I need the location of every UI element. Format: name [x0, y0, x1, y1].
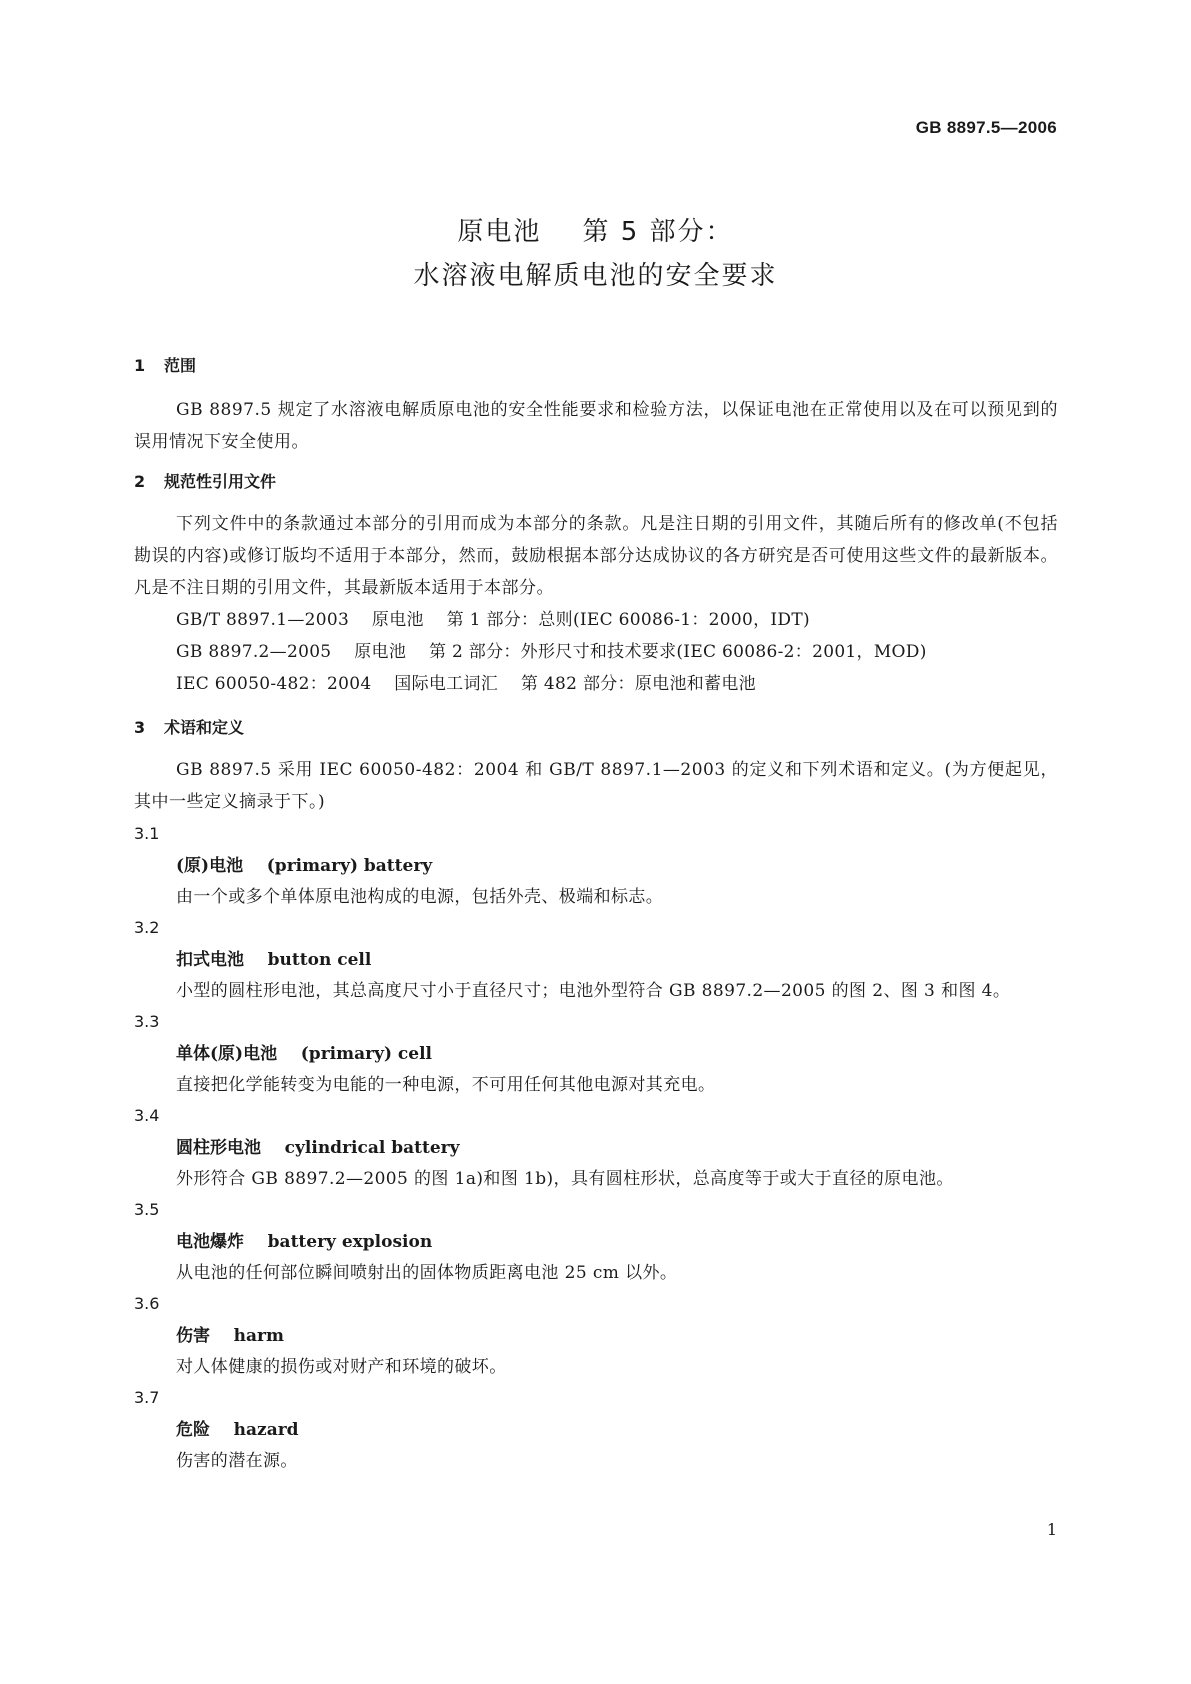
term-entry	[134, 1194, 1058, 1288]
term-definition: 对人体健康的损伤或对财产和环境的破坏。	[176, 1357, 507, 1377]
section-number: 3	[134, 718, 146, 737]
term-number: 3.3	[134, 1012, 160, 1031]
title-line-2: 水溶液电解质电池的安全要求	[413, 261, 778, 291]
section-heading-normative-references	[134, 468, 1058, 496]
references-paragraph: 下列文件中的条款通过本部分的引用而成为本部分的条款。凡是注日期的引用文件，其随后所有的修改单(不包括勘误的内容)或修订版均不适用于本部分，然而，鼓励根据本部分达成协议的各方研究是否可使用这些文件的最新版本。凡是不注日期的引用文件，其最新版本适用于本部分。	[134, 514, 1058, 598]
term-definition: 小型的圆柱形电池，其总高度尺寸小于直径尺寸；电池外型符合 GB 8897.2—2005 的图 2、图 3 和图 4。	[176, 981, 1011, 1001]
reference-item: GB 8897.2—2005 原电池 第 2 部分：外形尺寸和技术要求(IEC 60086-2：2001，MOD)	[176, 642, 927, 662]
term-definition: 直接把化学能转变为电能的一种电源，不可用任何其他电源对其充电。	[176, 1075, 716, 1095]
term-number: 3.5	[134, 1200, 160, 1219]
term-definition: 由一个或多个单体原电池构成的电源，包括外壳、极端和标志。	[176, 887, 664, 907]
term-entry	[134, 1100, 1058, 1194]
reference-list	[134, 604, 1058, 700]
section-number: 2	[134, 472, 146, 491]
scope-paragraph: GB 8897.5 规定了水溶液电解质原电池的安全性能要求和检验方法，以保证电池在正常使用以及在可以预见到的误用情况下安全使用。	[134, 400, 1058, 452]
term-number: 3.1	[134, 824, 160, 843]
term-definition: 伤害的潜在源。	[176, 1451, 298, 1471]
reference-item: GB/T 8897.1—2003 原电池 第 1 部分：总则(IEC 60086-1：2000，IDT)	[176, 610, 810, 630]
section-heading-terms-definitions	[134, 714, 1058, 742]
section-title: 范围	[164, 356, 197, 375]
term-title: (原)电池 (primary) battery	[176, 856, 433, 876]
term-definition: 从电池的任何部位瞬间喷射出的固体物质距离电池 25 cm 以外。	[176, 1263, 678, 1283]
document-body	[134, 352, 1058, 1476]
term-entry	[134, 912, 1058, 1006]
title-line-1: 原电池 第 5 部分：	[457, 217, 734, 247]
term-entry	[134, 818, 1058, 912]
term-list	[134, 818, 1058, 1476]
document-title	[0, 210, 1191, 298]
reference-item: IEC 60050-482：2004 国际电工词汇 第 482 部分：原电池和蓄电池	[176, 674, 756, 694]
page-number: 1	[1046, 1520, 1057, 1539]
term-entry	[134, 1006, 1058, 1100]
term-title: 扣式电池 button cell	[176, 950, 372, 970]
terms-paragraph: GB 8897.5 采用 IEC 60050-482：2004 和 GB/T 8897.1—2003 的定义和下列术语和定义。(为方便起见，其中一些定义摘录于下。)	[134, 760, 1058, 812]
section-title: 规范性引用文件	[164, 472, 277, 491]
term-entry	[134, 1288, 1058, 1382]
standard-code: GB 8897.5—2006	[915, 118, 1057, 137]
term-title: 伤害 harm	[176, 1326, 284, 1346]
term-number: 3.4	[134, 1106, 160, 1125]
term-number: 3.2	[134, 918, 160, 937]
term-title: 圆柱形电池 cylindrical battery	[176, 1138, 460, 1158]
section-heading-scope	[134, 352, 1058, 380]
term-number: 3.7	[134, 1388, 160, 1407]
term-title: 单体(原)电池 (primary) cell	[176, 1044, 432, 1064]
term-number: 3.6	[134, 1294, 160, 1313]
term-title: 危险 hazard	[176, 1420, 299, 1440]
term-definition: 外形符合 GB 8897.2—2005 的图 1a)和图 1b)，具有圆柱形状，总高度等于或大于直径的原电池。	[176, 1169, 954, 1189]
section-number: 1	[134, 356, 146, 375]
term-title: 电池爆炸 battery explosion	[176, 1232, 433, 1252]
term-entry	[134, 1382, 1058, 1476]
section-title: 术语和定义	[164, 718, 245, 737]
